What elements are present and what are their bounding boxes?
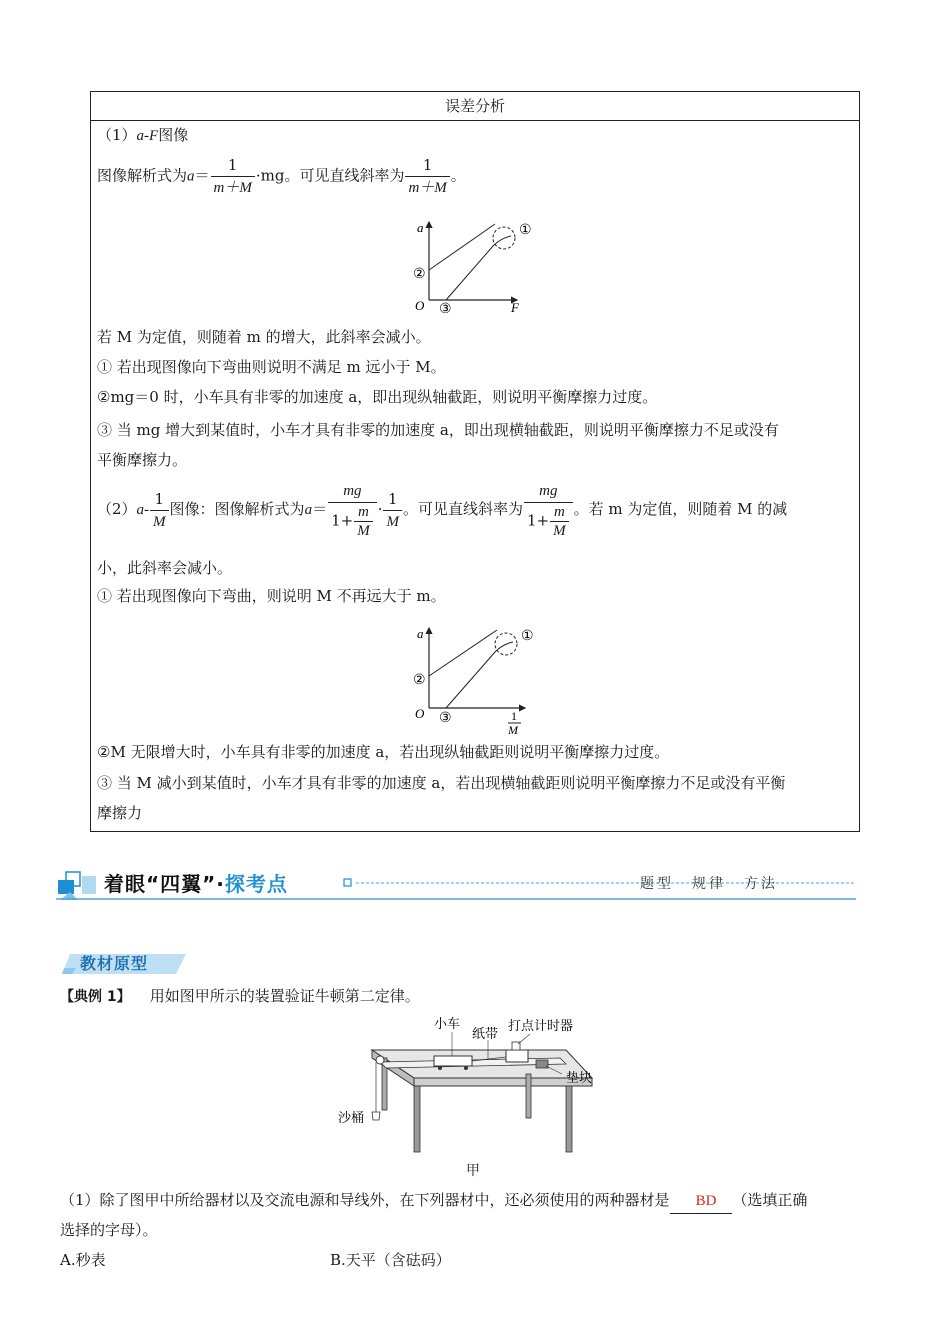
slope-num: 1: [405, 154, 449, 177]
label-tape: 纸带: [472, 1027, 499, 1042]
banner-tags: [640, 873, 778, 893]
section-banner: [56, 862, 856, 906]
graph1-mark3: ③: [439, 302, 452, 314]
inv-num: 1: [150, 488, 169, 511]
frac-num: 1: [211, 154, 255, 177]
example-label: 【典例 1】: [60, 989, 131, 1005]
part1-line-1: ① 若出现图像向下弯曲则说明不满足 m 远小于 M。: [97, 358, 446, 376]
part2-text2: 。可见直线斜率为: [402, 500, 523, 518]
fraction-1-over-m-plus-M: [211, 154, 255, 199]
inverse-M-fraction-2: [383, 488, 402, 533]
graph1-origin: O: [415, 298, 425, 313]
part1-line-3: ③ 当 mg 增大到某值时，小车才具有非零的加速度 a，即出现横轴截距，则说明平衡摩擦力不足或没有: [97, 421, 779, 439]
part2-line5: ③ 当 M 减小到某值时，小车才具有非零的加速度 a，若出现横轴截距则说明平衡摩擦力不足或没有平衡: [97, 774, 786, 792]
slope2-fraction: [524, 480, 573, 540]
q1-tail: （选填正确: [732, 1191, 808, 1209]
slope2-m-over-M: [550, 503, 569, 540]
inverse-M-fraction: [150, 488, 169, 533]
big-num: mg: [328, 480, 377, 503]
frac-den: m＋M: [213, 180, 252, 196]
table-header: 误差分析: [91, 92, 859, 121]
banner-title-b: “四翼”: [146, 872, 217, 896]
label-block: 垫块: [566, 1071, 593, 1086]
part1-line-4: 平衡摩擦力。: [97, 451, 188, 469]
graph2-x-num: 1: [511, 709, 517, 723]
graph2-origin: O: [415, 706, 425, 721]
graph2-mark1: ①: [521, 629, 534, 644]
example-statement: [60, 984, 420, 1009]
graph-a-vs-F: [409, 214, 549, 314]
ribbon-label: 教材原型: [80, 954, 149, 973]
banner-tag-1: 题型: [640, 876, 674, 892]
inv-den: M: [153, 513, 166, 530]
apparatus-figure: [330, 1012, 630, 1182]
formula-var: a: [187, 168, 195, 185]
part2-heading-num: （2）: [97, 500, 137, 518]
part2-text1: 图像：图像解析式为: [169, 500, 305, 518]
slope2-small-den: M: [553, 523, 566, 539]
small-num: m: [354, 503, 373, 522]
graph2-x-den: M: [508, 723, 518, 736]
error-analysis-table: [90, 91, 860, 832]
banner-title-dot: ·: [216, 872, 225, 896]
part2-line6: 摩擦力: [97, 804, 143, 822]
part2-line2: 小，此斜率会减小。: [97, 559, 233, 577]
part1-heading-suffix: 图像: [158, 126, 189, 144]
banner-tag-2: 规律: [692, 876, 726, 892]
formula-tail: ·mg。可见直线斜率为: [255, 166, 405, 185]
inv-num-2: 1: [383, 488, 402, 511]
inv-den-2: M: [386, 513, 399, 530]
banner-tag-3: 方法: [744, 876, 778, 892]
part2-line3: ① 若出现图像向下弯曲，则说明 M 不再远大于 m。: [97, 587, 446, 605]
part2-formula: [97, 480, 853, 540]
question-1: [60, 1188, 807, 1214]
formula-prefix: 图像解析式为: [97, 166, 188, 185]
q1-line2: 选择的字母）。: [60, 1221, 158, 1239]
slope2-small-num: m: [550, 503, 569, 522]
label-car: 小车: [434, 1017, 461, 1032]
graph1-x-label: F: [511, 300, 519, 314]
graph2-mark2: ②: [413, 673, 426, 688]
graph2-mark3: ③: [439, 711, 452, 726]
part2-line4: ②M 无限增大时，小车具有非零的加速度 a，若出现纵轴截距则说明平衡摩擦力过度。: [97, 743, 670, 761]
slope2-num: mg: [524, 480, 573, 503]
option-a: A.秒表: [60, 1251, 106, 1269]
part1-line-2: ②mg＝0 时，小车具有非零的加速度 a，即出现纵轴截距，则说明平衡摩擦力过度。: [97, 388, 658, 406]
m-over-M: [354, 503, 373, 540]
banner-title-d: 探考点: [224, 872, 288, 896]
one-plus: 1+: [331, 511, 354, 530]
banner-title: [104, 868, 288, 897]
part2-heading-var: a-: [136, 502, 150, 518]
part2-dot: ·: [377, 500, 383, 518]
mg-over-1-plus-m-over-M: [328, 480, 377, 540]
graph2-y-label: a: [417, 626, 424, 641]
slope-den: m＋M: [408, 180, 447, 196]
slope2-one-plus: 1+: [527, 511, 550, 530]
graph1-y-label: a: [417, 220, 424, 235]
example-text: 用如图甲所示的装置验证牛顿第二定律。: [149, 987, 420, 1005]
part2-text3: 。若 m 为定值，则随着 M 的减: [573, 500, 788, 518]
part1-heading: [97, 123, 853, 148]
part1-heading-num: （1）: [97, 126, 137, 144]
formula-end: 。: [450, 166, 466, 185]
part1-line-0: 若 M 为定值，则随着 m 的增大，此斜率会减小。: [97, 328, 431, 346]
textbook-prototype-ribbon: [62, 950, 186, 976]
figure-caption: 甲: [466, 1163, 480, 1179]
part1-formula: [97, 154, 853, 199]
option-b: B.天平（含砝码）: [330, 1251, 451, 1269]
label-timer: 打点计时器: [508, 1019, 574, 1034]
q1-answer-blank[interactable]: BD: [670, 1189, 733, 1214]
graph-a-vs-inverse-M: [409, 612, 549, 736]
part1-heading-var: a-F: [136, 128, 159, 144]
slope-fraction: [405, 154, 449, 199]
small-den: M: [357, 523, 370, 539]
graph1-mark2: ②: [413, 267, 426, 282]
formula-eq: ＝: [194, 166, 210, 185]
part2-eq: ＝: [312, 500, 328, 518]
label-bucket: 沙桶: [338, 1111, 365, 1126]
graph1-mark1: ①: [519, 223, 532, 238]
q1-text: （1）除了图甲中所给器材以及交流电源和导线外，在下列器材中，还必须使用的两种器材是: [60, 1191, 670, 1209]
banner-title-a: 着眼: [104, 872, 146, 896]
part2-formula-var: a: [304, 502, 313, 518]
